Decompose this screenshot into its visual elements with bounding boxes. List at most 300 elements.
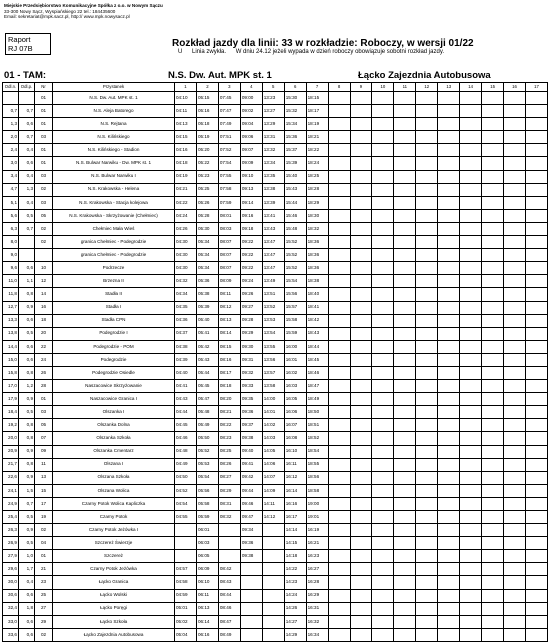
cell-time <box>504 222 526 235</box>
cell-odl-n: 24,9 <box>3 497 19 510</box>
cell-odl-n: 0,7 <box>3 105 19 118</box>
cell-time <box>372 615 394 628</box>
cell-time <box>526 366 548 379</box>
cell-time <box>372 471 394 484</box>
cell-time <box>482 432 504 445</box>
cell-time: 15:40 <box>284 170 306 183</box>
cell-nr: 26 <box>35 366 53 379</box>
cell-time <box>504 550 526 563</box>
cell-time <box>394 340 416 353</box>
cell-time <box>460 628 482 641</box>
col-header-trip: 17 <box>526 83 548 92</box>
cell-time: 08:16 <box>218 353 240 366</box>
cell-time <box>394 118 416 131</box>
cell-time <box>526 471 548 484</box>
cell-time: 18:38 <box>306 275 328 288</box>
cell-time: 07:59 <box>218 196 240 209</box>
cell-time <box>504 262 526 275</box>
cell-time <box>394 327 416 340</box>
cell-odl-p: 1,5 <box>19 484 35 497</box>
cell-time <box>372 576 394 589</box>
company-address: 33-300 Nowy Sącz, Wyspiańskiego 22 tel.: 184435600 <box>4 8 116 14</box>
cell-time: 15:34 <box>284 118 306 131</box>
cell-time <box>438 275 460 288</box>
cell-time <box>460 432 482 445</box>
cell-nr: 25 <box>35 589 53 602</box>
cell-time: 08:13 <box>218 314 240 327</box>
cell-time <box>350 393 372 406</box>
cell-time: 05:39 <box>196 301 218 314</box>
cell-time <box>526 262 548 275</box>
cell-time: 14:07 <box>262 471 284 484</box>
cell-time <box>350 366 372 379</box>
cell-stop: Szczereż <box>53 550 175 563</box>
cell-time: 08:22 <box>218 419 240 432</box>
cell-time <box>350 105 372 118</box>
cell-time <box>416 131 438 144</box>
cell-time <box>328 471 350 484</box>
cell-time <box>416 118 438 131</box>
cell-time <box>526 497 548 510</box>
cell-time <box>394 92 416 105</box>
cell-time <box>438 471 460 484</box>
cell-time: 06:16 <box>196 628 218 641</box>
cell-stop: Olszanka Dolna <box>53 419 175 432</box>
cell-time <box>460 366 482 379</box>
cell-time: 04:57 <box>175 563 197 576</box>
cell-odl-n: 9,6 <box>3 262 19 275</box>
cell-time <box>372 288 394 301</box>
cell-time: 13:54 <box>262 327 284 340</box>
cell-time: 06:14 <box>196 615 218 628</box>
cell-nr: 03 <box>35 170 53 183</box>
cell-time: 16:17 <box>284 511 306 524</box>
cell-time <box>438 196 460 209</box>
cell-time: 16:34 <box>306 628 328 641</box>
cell-time: 09:38 <box>240 550 262 563</box>
col-header-trip: 15 <box>482 83 504 92</box>
cell-nr: 24 <box>35 353 53 366</box>
cell-time <box>438 484 460 497</box>
cell-time <box>438 249 460 262</box>
cell-time: 18:32 <box>306 222 328 235</box>
cell-time <box>482 550 504 563</box>
cell-stop: N.S. Krakowska - Skrzyżowanie (Chełmiec) <box>53 209 175 222</box>
cell-nr: 20 <box>35 327 53 340</box>
cell-time <box>372 393 394 406</box>
cell-time <box>416 301 438 314</box>
cell-time <box>372 550 394 563</box>
cell-time <box>482 563 504 576</box>
cell-time <box>504 366 526 379</box>
cell-time <box>394 511 416 524</box>
cell-time <box>240 602 262 615</box>
cell-time: 08:44 <box>218 589 240 602</box>
cell-time <box>416 170 438 183</box>
cell-time <box>394 432 416 445</box>
cell-time <box>394 105 416 118</box>
cell-odl-p: 0,6 <box>19 615 35 628</box>
cell-time: 08:49 <box>218 628 240 641</box>
cell-time <box>372 380 394 393</box>
cell-odl-n: 1,3 <box>3 118 19 131</box>
cell-time <box>350 380 372 393</box>
table-row <box>3 105 548 118</box>
cell-odl-p: 1,1 <box>19 275 35 288</box>
cell-time <box>394 170 416 183</box>
cell-time <box>372 183 394 196</box>
cell-time <box>218 550 240 563</box>
cell-time: 13:55 <box>262 340 284 353</box>
cell-time <box>372 432 394 445</box>
cell-odl-p: 0,7 <box>19 131 35 144</box>
cell-time: 09:18 <box>240 222 262 235</box>
cell-odl-p: 1,7 <box>19 563 35 576</box>
cell-time <box>504 471 526 484</box>
cell-time: 05:02 <box>175 615 197 628</box>
cell-odl-n: 26,3 <box>3 524 19 537</box>
cell-time <box>416 314 438 327</box>
cell-time: 13:39 <box>262 196 284 209</box>
cell-time: 05:36 <box>196 275 218 288</box>
cell-time <box>460 196 482 209</box>
cell-time: 09:06 <box>240 131 262 144</box>
cell-time <box>504 236 526 249</box>
cell-time <box>328 353 350 366</box>
cell-time: 04:41 <box>175 380 197 393</box>
cell-time: 09:09 <box>240 157 262 170</box>
cell-time <box>526 314 548 327</box>
cell-time: 07:54 <box>218 157 240 170</box>
cell-time: 18:58 <box>306 484 328 497</box>
cell-nr: 02 <box>35 222 53 235</box>
cell-time: 08:20 <box>218 393 240 406</box>
cell-odl-p: 1,2 <box>19 380 35 393</box>
cell-time <box>526 327 548 340</box>
cell-time: 04:58 <box>175 576 197 589</box>
cell-time <box>526 222 548 235</box>
cell-time: 05:30 <box>196 222 218 235</box>
cell-odl-p: 0,7 <box>19 497 35 510</box>
cell-time <box>504 393 526 406</box>
cell-time: 04:13 <box>175 118 197 131</box>
table-row <box>3 484 548 497</box>
col-header-trip: 13 <box>438 83 460 92</box>
cell-time <box>482 209 504 222</box>
cell-time: 18:22 <box>306 144 328 157</box>
timetable-body <box>3 92 548 642</box>
cell-time <box>482 131 504 144</box>
cell-time <box>328 589 350 602</box>
cell-time <box>394 380 416 393</box>
cell-time <box>460 236 482 249</box>
cell-time <box>372 118 394 131</box>
cell-time <box>262 576 284 589</box>
cell-time <box>328 419 350 432</box>
cell-odl-n: 11,0 <box>3 275 19 288</box>
cell-time <box>328 432 350 445</box>
cell-time <box>482 144 504 157</box>
cell-time <box>438 445 460 458</box>
cell-odl-n: 30,0 <box>3 576 19 589</box>
cell-time <box>350 327 372 340</box>
cell-time <box>394 563 416 576</box>
cell-time: 15:43 <box>284 183 306 196</box>
cell-time: 18:51 <box>306 419 328 432</box>
cell-time <box>504 458 526 471</box>
cell-time <box>438 327 460 340</box>
cell-time: 18:55 <box>306 458 328 471</box>
cell-time: 16:06 <box>284 406 306 419</box>
cell-time <box>328 380 350 393</box>
cell-odl-p: 0,7 <box>19 222 35 235</box>
table-row <box>3 419 548 432</box>
cell-time <box>482 301 504 314</box>
cell-time: 15:58 <box>284 314 306 327</box>
cell-time <box>416 327 438 340</box>
cell-time <box>438 262 460 275</box>
col-header-trip: 2 <box>196 83 218 92</box>
cell-time: 09:42 <box>240 471 262 484</box>
cell-stop: Olszanka Cmentarz <box>53 445 175 458</box>
cell-time <box>350 524 372 537</box>
cell-time <box>350 458 372 471</box>
table-row <box>3 524 548 537</box>
cell-time: 09:28 <box>240 314 262 327</box>
cell-odl-p: 0,9 <box>19 471 35 484</box>
cell-time <box>372 563 394 576</box>
cell-time <box>460 419 482 432</box>
cell-time: 09:35 <box>240 393 262 406</box>
col-header-trip: 14 <box>460 83 482 92</box>
cell-nr: 13 <box>35 471 53 484</box>
cell-time <box>526 380 548 393</box>
cell-time: 18:43 <box>306 327 328 340</box>
cell-time <box>504 537 526 550</box>
cell-time: 06:09 <box>196 563 218 576</box>
table-row <box>3 144 548 157</box>
cell-time <box>350 340 372 353</box>
cell-time: 16:19 <box>306 524 328 537</box>
table-row <box>3 170 548 183</box>
cell-stop: Czarny Potok <box>53 511 175 524</box>
cell-time: 07:47 <box>218 105 240 118</box>
cell-time <box>328 406 350 419</box>
cell-time: 09:10 <box>240 170 262 183</box>
cell-time: 04:50 <box>175 471 197 484</box>
cell-time <box>504 419 526 432</box>
cell-time <box>526 92 548 105</box>
cell-time: 04:38 <box>175 340 197 353</box>
cell-time <box>350 445 372 458</box>
cell-odl-p: 0,8 <box>19 458 35 471</box>
cell-stop: N.S. Kilińskiego <box>53 131 175 144</box>
cell-time: 14:06 <box>262 458 284 471</box>
cell-time <box>526 301 548 314</box>
cell-nr: 02 <box>35 236 53 249</box>
cell-time <box>372 327 394 340</box>
cell-time <box>416 366 438 379</box>
cell-time <box>350 563 372 576</box>
cell-time <box>460 576 482 589</box>
cell-time <box>416 550 438 563</box>
cell-odl-p: 0,8 <box>19 432 35 445</box>
cell-time: 06:01 <box>196 524 218 537</box>
cell-time <box>504 340 526 353</box>
cell-time <box>526 484 548 497</box>
table-row <box>3 602 548 615</box>
cell-time <box>416 432 438 445</box>
cell-time <box>328 105 350 118</box>
cell-time <box>504 628 526 641</box>
table-row <box>3 445 548 458</box>
cell-time <box>504 353 526 366</box>
cell-time: 08:23 <box>218 432 240 445</box>
cell-time: 18:42 <box>306 314 328 327</box>
cell-time <box>372 628 394 641</box>
cell-time <box>416 628 438 641</box>
cell-time: 18:54 <box>306 445 328 458</box>
cell-time <box>438 419 460 432</box>
cell-time <box>372 419 394 432</box>
cell-time <box>416 105 438 118</box>
cell-time <box>328 628 350 641</box>
cell-time <box>482 262 504 275</box>
cell-time <box>328 236 350 249</box>
cell-time: 05:26 <box>196 196 218 209</box>
cell-time: 08:17 <box>218 366 240 379</box>
cell-stop: Łącko Wolski <box>53 589 175 602</box>
cell-odl-p: 1,0 <box>19 550 35 563</box>
cell-time <box>416 406 438 419</box>
cell-time: 04:34 <box>175 288 197 301</box>
cell-time: 14:18 <box>284 550 306 563</box>
col-header-trip: 6 <box>284 83 306 92</box>
cell-time <box>328 131 350 144</box>
cell-time: 04:48 <box>175 445 197 458</box>
cell-time <box>482 576 504 589</box>
cell-stop: Podegrodzie - POM <box>53 340 175 353</box>
cell-odl-n: 15,0 <box>3 353 19 366</box>
cell-time <box>526 537 548 550</box>
cell-nr: 12 <box>35 275 53 288</box>
cell-time <box>350 589 372 602</box>
cell-odl-n: 29,6 <box>3 563 19 576</box>
cell-time <box>504 157 526 170</box>
cell-time: 05:41 <box>196 327 218 340</box>
cell-time <box>218 524 240 537</box>
cell-time: 05:44 <box>196 366 218 379</box>
cell-time <box>394 497 416 510</box>
cell-time: 04:35 <box>175 301 197 314</box>
cell-time <box>438 511 460 524</box>
table-row <box>3 92 548 105</box>
cell-time <box>504 484 526 497</box>
cell-time: 15:46 <box>284 209 306 222</box>
cell-time <box>394 262 416 275</box>
cell-time <box>460 353 482 366</box>
cell-time: 08:21 <box>218 406 240 419</box>
cell-time <box>262 524 284 537</box>
cell-time <box>394 484 416 497</box>
cell-nr: 01 <box>35 118 53 131</box>
cell-time <box>438 393 460 406</box>
cell-time <box>328 262 350 275</box>
cell-time <box>416 262 438 275</box>
cell-time <box>394 222 416 235</box>
cell-time <box>526 105 548 118</box>
cell-nr: 01 <box>35 92 53 105</box>
cell-odl-p: 1,3 <box>19 183 35 196</box>
cell-time: 05:56 <box>196 484 218 497</box>
cell-time <box>526 353 548 366</box>
cell-time <box>438 209 460 222</box>
cell-nr: 03 <box>35 196 53 209</box>
cell-time: 18:40 <box>306 288 328 301</box>
table-row <box>3 589 548 602</box>
cell-time <box>504 406 526 419</box>
cell-time <box>482 288 504 301</box>
col-header-stop: Przystanek <box>53 83 175 92</box>
cell-time: 09:04 <box>240 118 262 131</box>
cell-time <box>328 327 350 340</box>
cell-time <box>416 393 438 406</box>
cell-odl-n: 19,2 <box>3 419 19 432</box>
cell-time <box>460 301 482 314</box>
cell-stop: Naszacowice Skrzyżowanie <box>53 380 175 393</box>
cell-odl-p <box>19 249 35 262</box>
cell-time <box>262 537 284 550</box>
cell-time <box>504 602 526 615</box>
cell-time: 08:25 <box>218 445 240 458</box>
cell-time <box>350 157 372 170</box>
cell-time: 09:14 <box>240 196 262 209</box>
cell-time: 08:03 <box>218 222 240 235</box>
cell-time <box>394 576 416 589</box>
cell-odl-p: 0,5 <box>19 537 35 550</box>
cell-odl-n: 4,7 <box>3 183 19 196</box>
cell-time <box>372 92 394 105</box>
cell-time <box>240 576 262 589</box>
cell-time: 08:09 <box>218 275 240 288</box>
company-email: Email: sekretariat@mpk.sacz.pl, http:// www.mpk.nowysacz.pl <box>4 14 130 20</box>
cell-time <box>350 209 372 222</box>
cell-nr: 04 <box>35 537 53 550</box>
table-row <box>3 301 548 314</box>
cell-time <box>394 236 416 249</box>
cell-time <box>350 196 372 209</box>
cell-time <box>175 524 197 537</box>
cell-time: 07:58 <box>218 183 240 196</box>
cell-time: 09:22 <box>240 236 262 249</box>
cell-odl-n: 25,4 <box>3 511 19 524</box>
cell-time <box>460 327 482 340</box>
cell-odl-p: 0,5 <box>19 209 35 222</box>
cell-time <box>526 445 548 458</box>
cell-time <box>350 419 372 432</box>
cell-odl-n: 20,0 <box>3 432 19 445</box>
cell-time <box>504 432 526 445</box>
cell-time: 14:29 <box>284 628 306 641</box>
cell-time: 08:14 <box>218 327 240 340</box>
cell-time <box>526 157 548 170</box>
cell-time: 16:23 <box>306 550 328 563</box>
cell-time <box>262 563 284 576</box>
cell-time <box>526 550 548 563</box>
cell-time: 18:28 <box>306 183 328 196</box>
cell-time <box>394 157 416 170</box>
cell-time: 18:45 <box>306 353 328 366</box>
